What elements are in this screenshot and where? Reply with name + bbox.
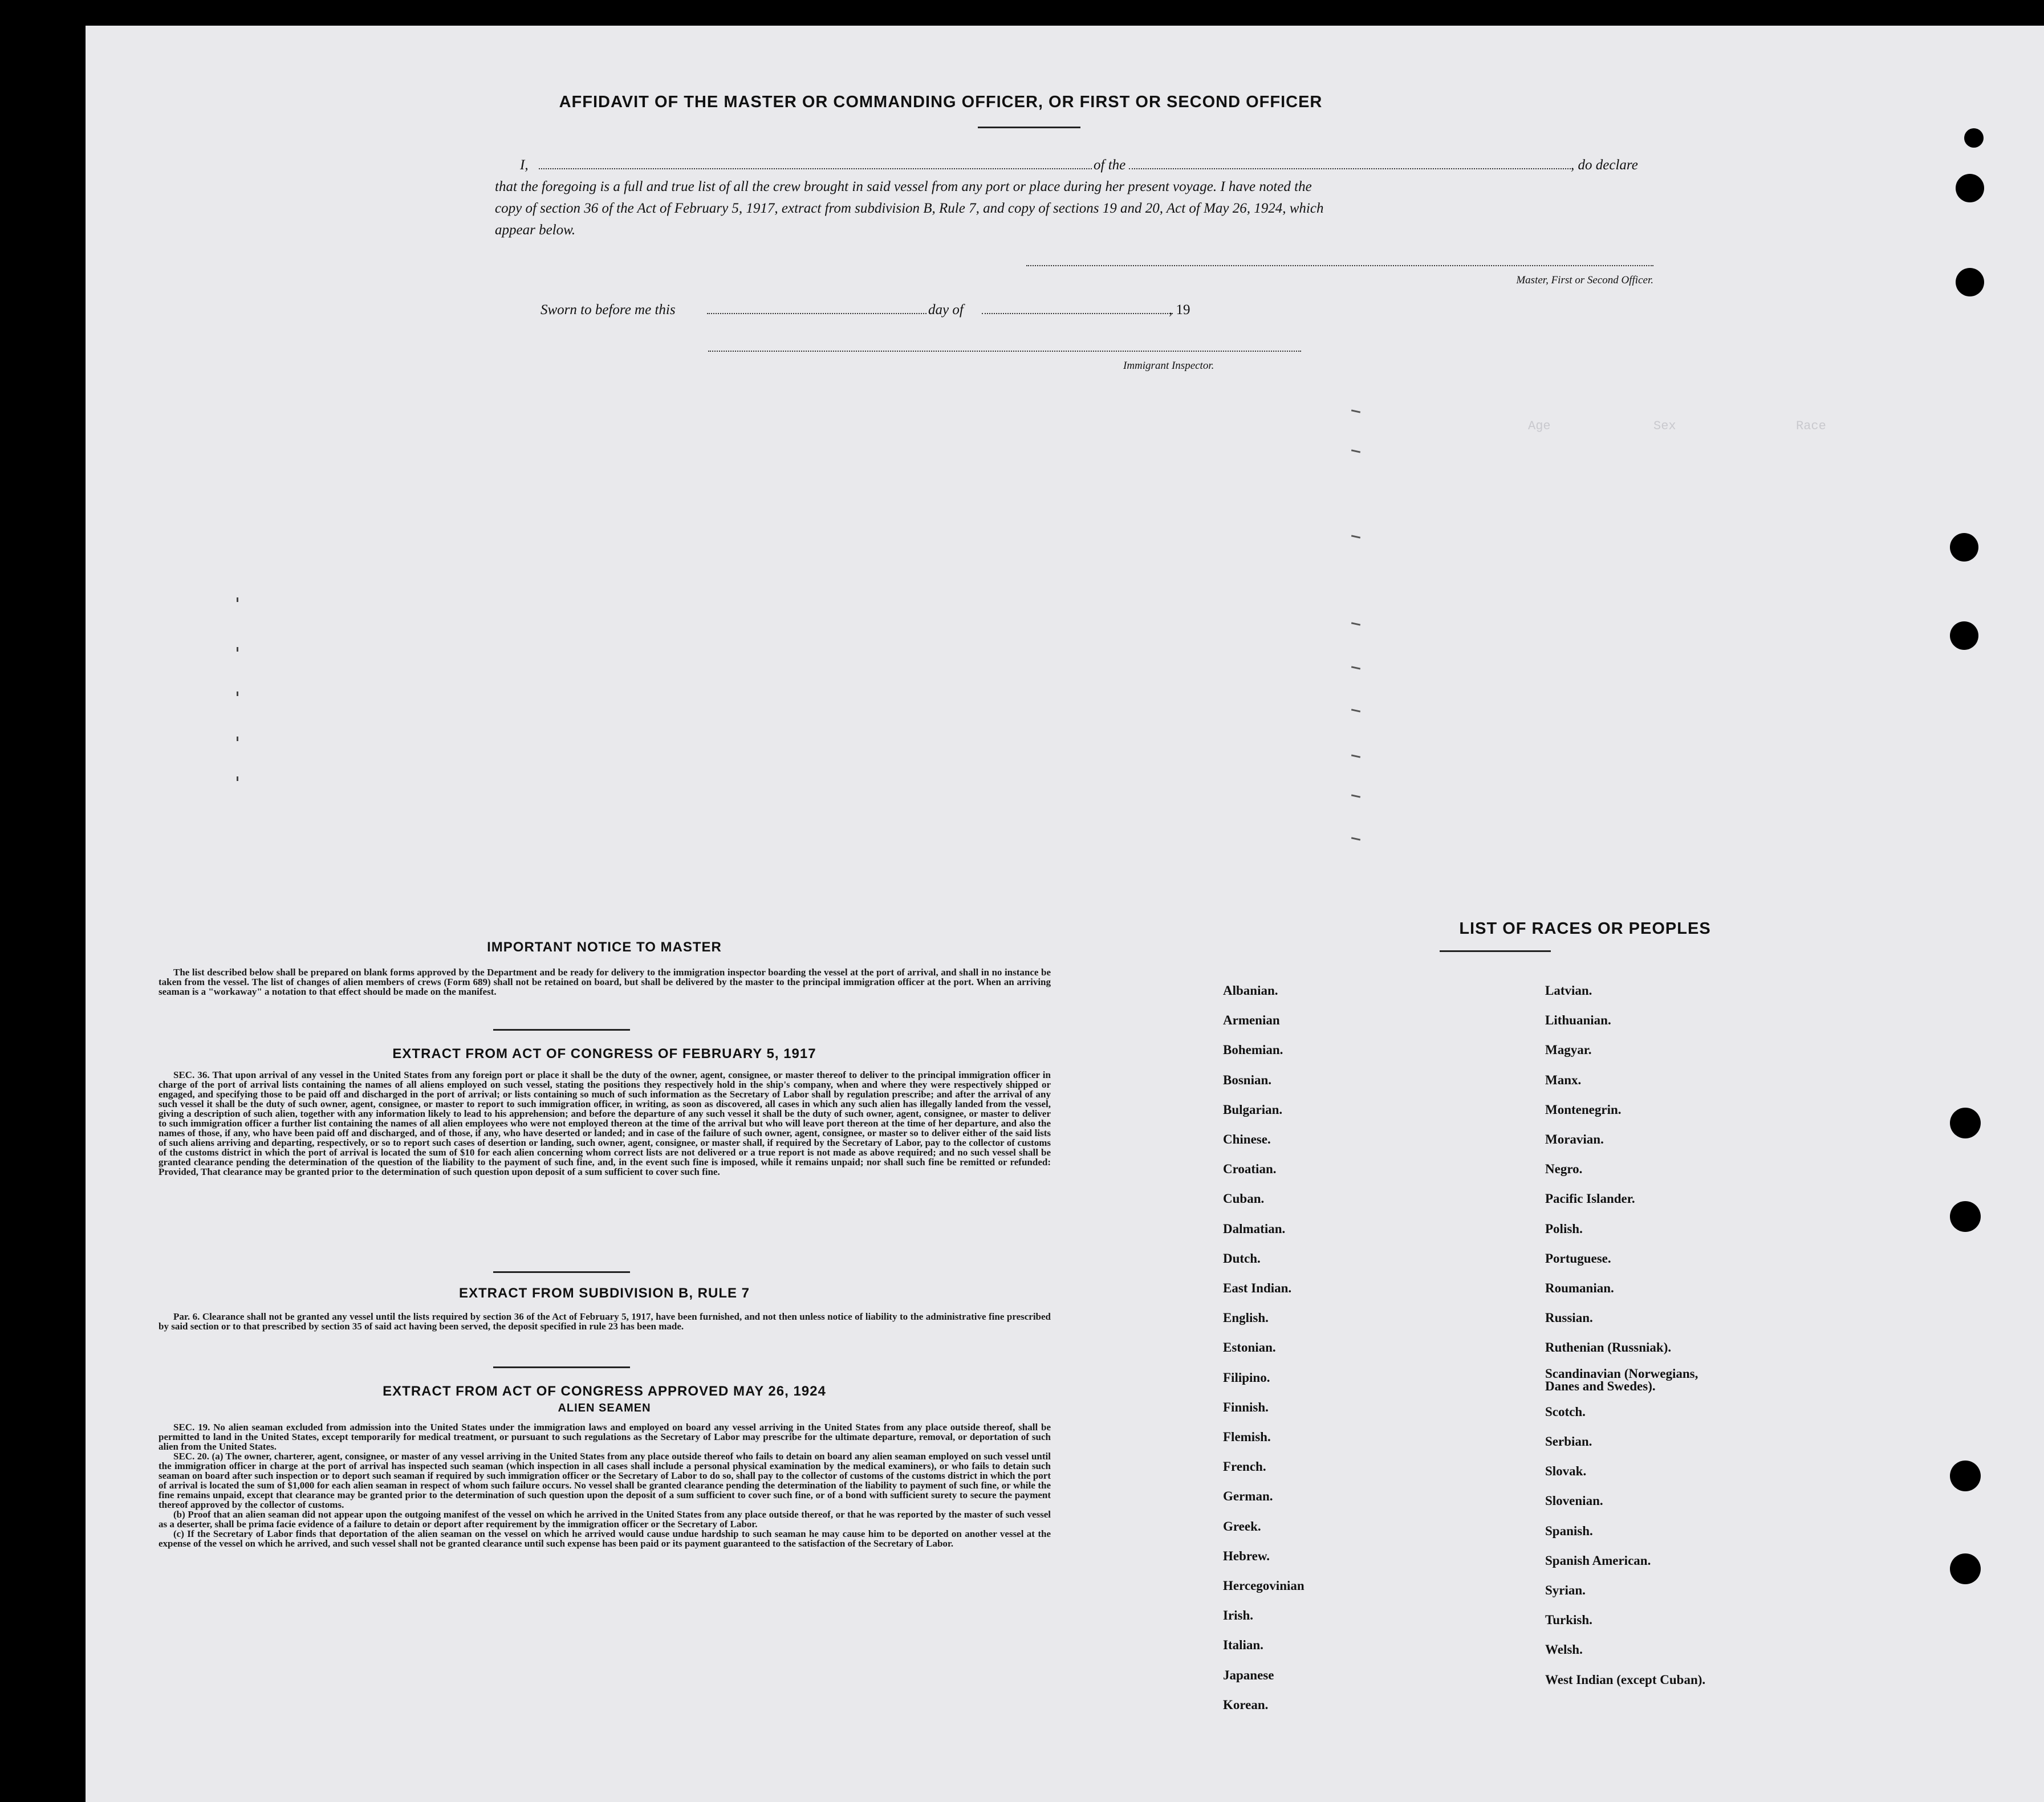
extract-1924-text [159,1422,1051,1548]
race-item: Roumanian. [1545,1281,1614,1295]
race-item: Turkish. [1545,1613,1592,1628]
margin-tick [237,647,238,652]
margin-dash [1351,622,1360,625]
race-item: Manx. [1545,1072,1582,1087]
race-item: West Indian (except Cuban). [1545,1672,1706,1687]
sworn-month-blank [982,313,1173,314]
race-item: East Indian. [1223,1281,1292,1295]
binder-hole [1950,621,1978,650]
aff-line3: copy of section 36 of the Act of February 5, 1917, extract from subdivision B, Rule 7, and copy of sections 19 and 20, Act of May 26, 1924, which [495,201,1324,216]
notice-paragraph: The list described below shall be prepared on blank forms approved by the Department and be ready for delivery to the immigration inspector boarding the vessel at the port of arrival, and shall in no instance be taken from the vessel. The list of changes of alien members of crews (Form 689) shall not be retained on board, but shall be delivered by the master to the principal immigration officer at the port. When an arriving seaman is a "workaway" a notation to that effect should be made on the manifest. [159,967,1051,997]
race-item: Russian. [1545,1311,1593,1325]
race-item: Slovak. [1545,1464,1587,1479]
binder-hole [1950,1553,1981,1584]
margin-dash [1351,666,1360,669]
inspector-label: Immigrant Inspector. [1123,360,1214,372]
race-item: Greek. [1223,1519,1261,1533]
document-sheet [86,26,2044,1802]
margin-dash [1351,409,1360,413]
aff-line4: appear below. [495,222,576,238]
aff-line2: that the foregoing is a full and true list of all the crew brought in said vessel from any port or place during her present voyage. I have noted the [495,179,1312,194]
margin-tick [237,597,238,602]
race-item: Dalmatian. [1223,1221,1286,1236]
margin-dash [1351,837,1360,840]
margin-dash [1351,794,1360,798]
race-item: French. [1223,1459,1266,1474]
race-item: Moravian. [1545,1132,1604,1146]
sworn-day-blank [707,313,926,314]
margin-dash [1351,535,1360,538]
binder-hole [1956,268,1984,296]
race-item: Albanian. [1223,983,1278,998]
sec19-paragraph: SEC. 19. No alien seaman excluded from admission into the United States under the immigration laws and employed on board any vessel arriving in the United States from any place outside thereof, shall be permitted to land in the United States, except temporarily for medical treatment, or pursuant to such regulations as the Secretary of Labor may prescribe for the ultimate departure, removal, or deportation of such alien from the United States. [159,1422,1051,1452]
race-item: English. [1223,1311,1269,1325]
sworn-text: Sworn to before me this [541,302,676,318]
name-blank [539,168,1092,169]
bleed-mark: Sex [1653,419,1676,433]
race-item: Magyar. [1545,1043,1592,1057]
race-item: Cuban. [1223,1191,1265,1206]
notice-title: IMPORTANT NOTICE TO MASTER [487,939,722,955]
race-item: Scandinavian (Norwegians, Danes and Swedes). [1545,1366,1698,1393]
race-item: Bosnian. [1223,1072,1272,1087]
race-item: Lithuanian. [1545,1013,1611,1028]
aff-i: I, [520,157,529,173]
races-title: LIST OF RACES OR PEOPLES [1459,920,1711,938]
race-item: Bulgarian. [1223,1102,1283,1117]
margin-dash [1351,449,1360,453]
race-item: Scotch. [1545,1404,1586,1419]
sec20c-paragraph: (c) If the Secretary of Labor finds that deportation of the alien seaman on the vessel on which he arrived would cause undue hardship to such seaman he may cause him to be deported on another vessel at the expense of the vessel on which he arrived, and such vessel shall not be granted clearance until such expense has been paid or its payment guaranteed to the satisfaction of the Secretary of Labor. [159,1528,1051,1549]
margin-tick [237,691,238,696]
race-item: Flemish. [1223,1430,1271,1444]
rule7-title: EXTRACT FROM SUBDIVISION B, RULE 7 [458,1286,750,1301]
race-item: Finnish. [1223,1400,1269,1414]
race-item: Estonian. [1223,1340,1276,1355]
race-item: Spanish American. [1545,1553,1651,1568]
race-item: Syrian. [1545,1583,1586,1597]
divider [493,1029,630,1031]
divider [493,1271,630,1273]
race-item: Portuguese. [1545,1251,1611,1266]
extract-1917-text [159,1070,1051,1177]
margin-dash [1351,709,1360,712]
binder-hole [1950,1461,1981,1491]
extract-1917-title: EXTRACT FROM ACT OF CONGRESS OF FEBRUARY 5, 1917 [392,1046,816,1061]
race-item: Slovenian. [1545,1494,1603,1508]
race-item: Negro. [1545,1162,1583,1177]
bleed-mark: Race [1796,419,1826,433]
race-item: Irish. [1223,1608,1254,1623]
day-of-text: day of [928,302,964,318]
race-item: Filipino. [1223,1370,1270,1385]
race-item: Ruthenian (Russniak). [1545,1340,1672,1355]
signature-label: Master, First or Second Officer. [1516,274,1653,286]
bleed-mark: Age [1528,419,1551,433]
race-item: Italian. [1223,1638,1263,1653]
affidavit-title: AFFIDAVIT OF THE MASTER OR COMMANDING OFFICER, OR FIRST OR SECOND OFFICER [559,93,1323,111]
sec20a-paragraph: SEC. 20. (a) The owner, charterer, agent, consignee, or master of any vessel arriving in the United States from any place outside thereof who fails to detain on board any alien seaman employed on such vessel until the immigration officer in charge at the port of arrival has inspected such seaman (which inspection in all cases shall include a personal physical examination by the medical examiners), or who fails to detain such seaman on board after such inspection or to deport such seaman if required by such immigration officer or the Secretary of Labor to do so, shall pay to the collector of customs of the customs district in which the port of arrival is located the sum of $1,000 for each alien seaman in respect of whom such failure occurs. No vessel shall be granted clearance pending the determination of the liability to payment of such fine, or while the fine remains unpaid, except that clearance may be granted prior to the determination of such question upon the deposit of a sum sufficient to cover such fine, or of a bond with sufficient surety to secure the payment thereof approved by the collector of customs. [159,1451,1051,1510]
margin-tick [237,737,238,741]
race-item: Korean. [1223,1697,1269,1712]
race-item: Hercegovinian [1223,1579,1305,1593]
margin-dash [1351,754,1360,758]
binder-hole [1950,1108,1981,1138]
race-item: Serbian. [1545,1434,1592,1449]
rule7-text [159,1312,1051,1331]
title-underline [978,127,1080,128]
par6-paragraph: Par. 6. Clearance shall not be granted any vessel until the lists required by section 36 of the Act of February 5, 1917, have been furnished, and not then unless notice of liability to the administrative fine prescribed by said section or to that prescribed by section 35 of said act having been served, the deposit specified in rule 23 has been made. [159,1311,1051,1332]
race-item: Bohemian. [1223,1043,1283,1057]
aff-of: of the [1094,157,1126,173]
race-item: Hebrew. [1223,1548,1270,1563]
race-item: Polish. [1545,1221,1583,1236]
divider [493,1366,630,1368]
year-text: , 19 [1169,302,1190,318]
alien-seamen-subtitle: ALIEN SEAMEN [558,1402,651,1414]
race-item: Latvian. [1545,983,1592,998]
binder-hole [1950,1201,1981,1232]
aff-declare: , do declare [1571,157,1638,173]
race-item: Japanese [1223,1667,1274,1682]
binder-hole [1956,174,1984,202]
race-item: Chinese. [1223,1132,1271,1146]
vessel-blank [1129,168,1571,169]
race-item: Spanish. [1545,1523,1593,1538]
races-underline [1440,950,1551,952]
section-36-paragraph: SEC. 36. That upon arrival of any vessel in the United States from any foreign port or place it shall be the duty of the owner, agent, consignee, or master thereof to deliver to the principal immigration officer in charge of the port of arrival lists containing the names of all aliens employed on such vessel, stating the positions they respectively hold in the ship's company, when and where they were respectively shipped or engaged, and specifying those to be paid off and discharged in the port of arrival; or lists containing so much of such information as the Secretary of Labor shall by regulation prescribe; and after the arrival of any such vessel it shall be the duty of such owner, agent, consignee, or master to report to such immigration officer, in writing, as soon as discovered, all cases in which any such alien has illegally landed from the vessel, giving a description of such alien, together with any information likely to lead to his apprehension; and before the departure of any such vessel it shall be the duty of such owner, agent, consignee, or master to deliver to such immigration officer a further list containing the names of all alien employees who were not employed thereon at the time of the arrival but who will leave port thereon at the time of her departure, and also the names of those, if any, who have been paid off and discharged, and of those, if any, who have deserted or landed; and in case of the failure of such owner, agent, consignee, or master so to deliver either of the said lists of such aliens arriving and departing, respectively, or so to report such cases of desertion or landing, such owner, agent, consignee, or master shall, if required by the Secretary of Labor, pay to the collector of customs of the customs district in which the port of arrival is located the sum of $10 for each alien concerning whom correct lists are not delivered or a true report is not made as above required; and no such vessel shall be granted clearance pending the determination of the question of the liability to the payment of such fine, and, in the event such fine is imposed, while it remains unpaid; nor shall such fine be remitted or refunded: Provided, That clearance may be granted prior to the determination of such question upon deposit of a sum sufficient to cover such fine. [159,1069,1051,1177]
notice-text [159,967,1051,996]
inspector-line [708,351,1301,352]
race-item: Montenegrin. [1545,1102,1622,1117]
margin-tick [237,776,238,781]
signature-line [1026,265,1653,266]
race-item: German. [1223,1489,1273,1504]
race-item: Dutch. [1223,1251,1261,1266]
race-item: Pacific Islander. [1545,1191,1635,1206]
race-item: Welsh. [1545,1642,1583,1657]
race-item: Croatian. [1223,1162,1277,1177]
binder-hole-partial [1964,128,1984,148]
sec20b-paragraph: (b) Proof that an alien seaman did not appear upon the outgoing manifest of the vessel on which he arrived in the United States from any place outside thereof, or that he was reported by the master of such vessel as a deserter, shall be prima facie evidence of a failure to detain or deport after requirement by the immigration officer or the Secretary of Labor. [159,1509,1051,1530]
binder-hole [1950,533,1978,562]
race-item: Armenian [1223,1013,1280,1028]
extract-1924-title: EXTRACT FROM ACT OF CONGRESS APPROVED MAY 26, 1924 [383,1384,826,1399]
